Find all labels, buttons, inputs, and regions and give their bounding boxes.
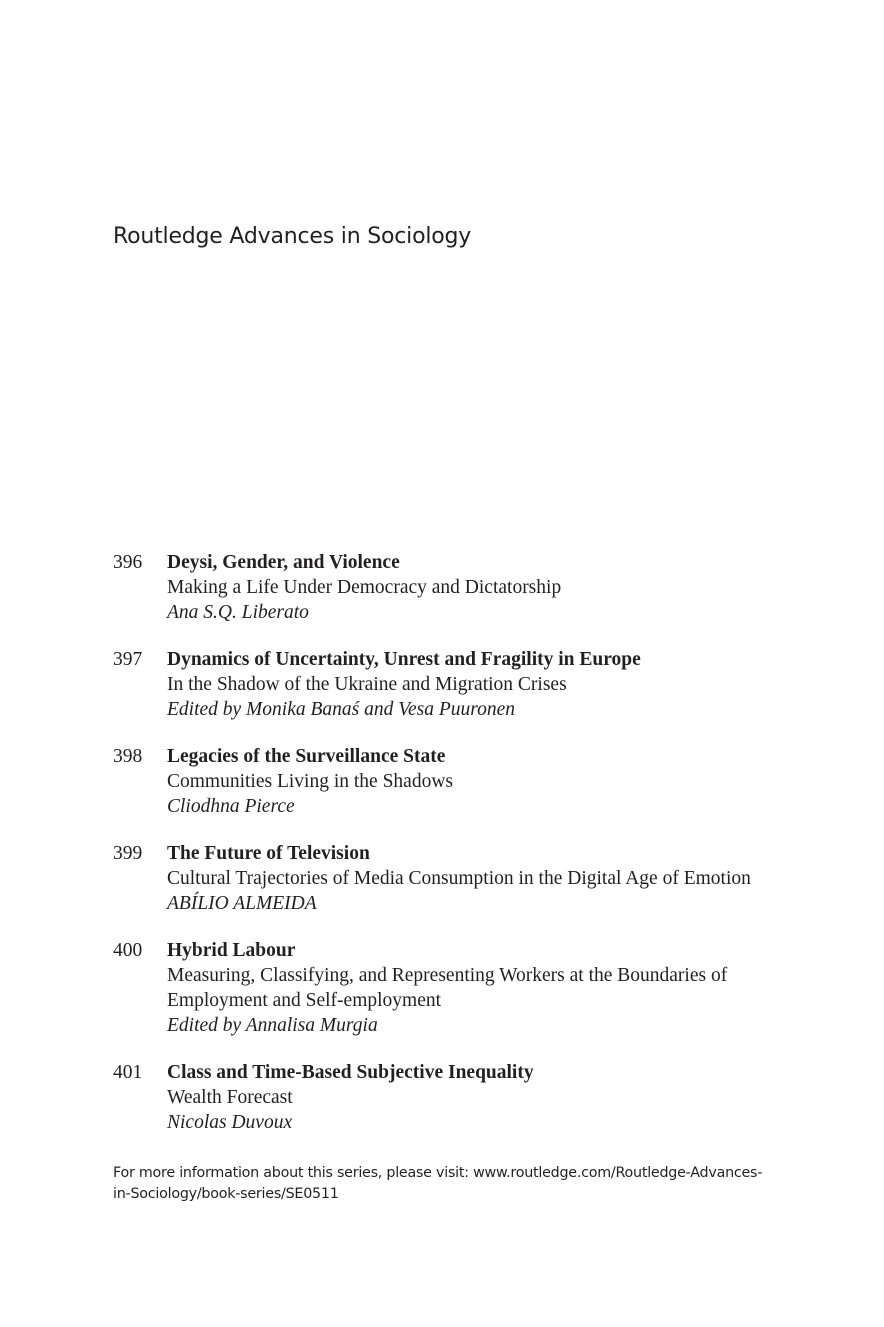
book-number: 400 bbox=[113, 940, 143, 961]
book-title: Deysi, Gender, and Violence bbox=[167, 552, 400, 573]
series-info-note bbox=[113, 1163, 793, 1205]
series-info-line-2: in-Sociology/book-series/SE0511 bbox=[113, 1186, 339, 1202]
book-number: 399 bbox=[113, 843, 143, 864]
book-number: 397 bbox=[113, 649, 143, 670]
book-number: 401 bbox=[113, 1062, 143, 1083]
book-subtitle: Communities Living in the Shadows bbox=[167, 771, 453, 792]
book-title: Legacies of the Surveillance State bbox=[167, 746, 446, 767]
book-number: 398 bbox=[113, 746, 143, 767]
book-subtitle: Wealth Forecast bbox=[167, 1087, 293, 1108]
book-author: Ana S.Q. Liberato bbox=[167, 602, 309, 623]
book-entry-400 bbox=[113, 938, 813, 1038]
book-title: Dynamics of Uncertainty, Unrest and Fragility in Europe bbox=[167, 649, 641, 670]
book-list bbox=[113, 550, 813, 1157]
book-number: 396 bbox=[113, 552, 143, 573]
book-title: Class and Time-Based Subjective Inequality bbox=[167, 1062, 534, 1083]
book-entry-396 bbox=[113, 550, 813, 625]
series-info-line-1: For more information about this series, please visit: www.routledge.com/Routledge-Advances- bbox=[113, 1165, 763, 1181]
book-title: The Future of Television bbox=[167, 843, 370, 864]
book-author: Edited by Monika Banaś and Vesa Puuronen bbox=[167, 699, 516, 720]
book-author: Cliodhna Pierce bbox=[167, 796, 295, 817]
book-entry-399 bbox=[113, 841, 813, 916]
book-title: Hybrid Labour bbox=[167, 940, 296, 961]
book-author: Nicolas Duvoux bbox=[167, 1112, 293, 1133]
book-entry-398 bbox=[113, 744, 813, 819]
book-subtitle: Making a Life Under Democracy and Dictatorship bbox=[167, 577, 562, 598]
book-author: Edited by Annalisa Murgia bbox=[167, 1015, 378, 1036]
book-entry-401 bbox=[113, 1060, 813, 1135]
book-subtitle: Cultural Trajectories of Media Consumption in the Digital Age of Emotion bbox=[167, 868, 751, 889]
book-entry-397 bbox=[113, 647, 813, 722]
series-title: Routledge Advances in Sociology bbox=[113, 224, 472, 249]
book-author: ABÍLIO ALMEIDA bbox=[167, 893, 317, 914]
book-subtitle: Measuring, Classifying, and Representing Workers at the Boundaries of Employment and Self-employment bbox=[167, 965, 728, 1011]
book-subtitle: In the Shadow of the Ukraine and Migration Crises bbox=[167, 674, 567, 695]
